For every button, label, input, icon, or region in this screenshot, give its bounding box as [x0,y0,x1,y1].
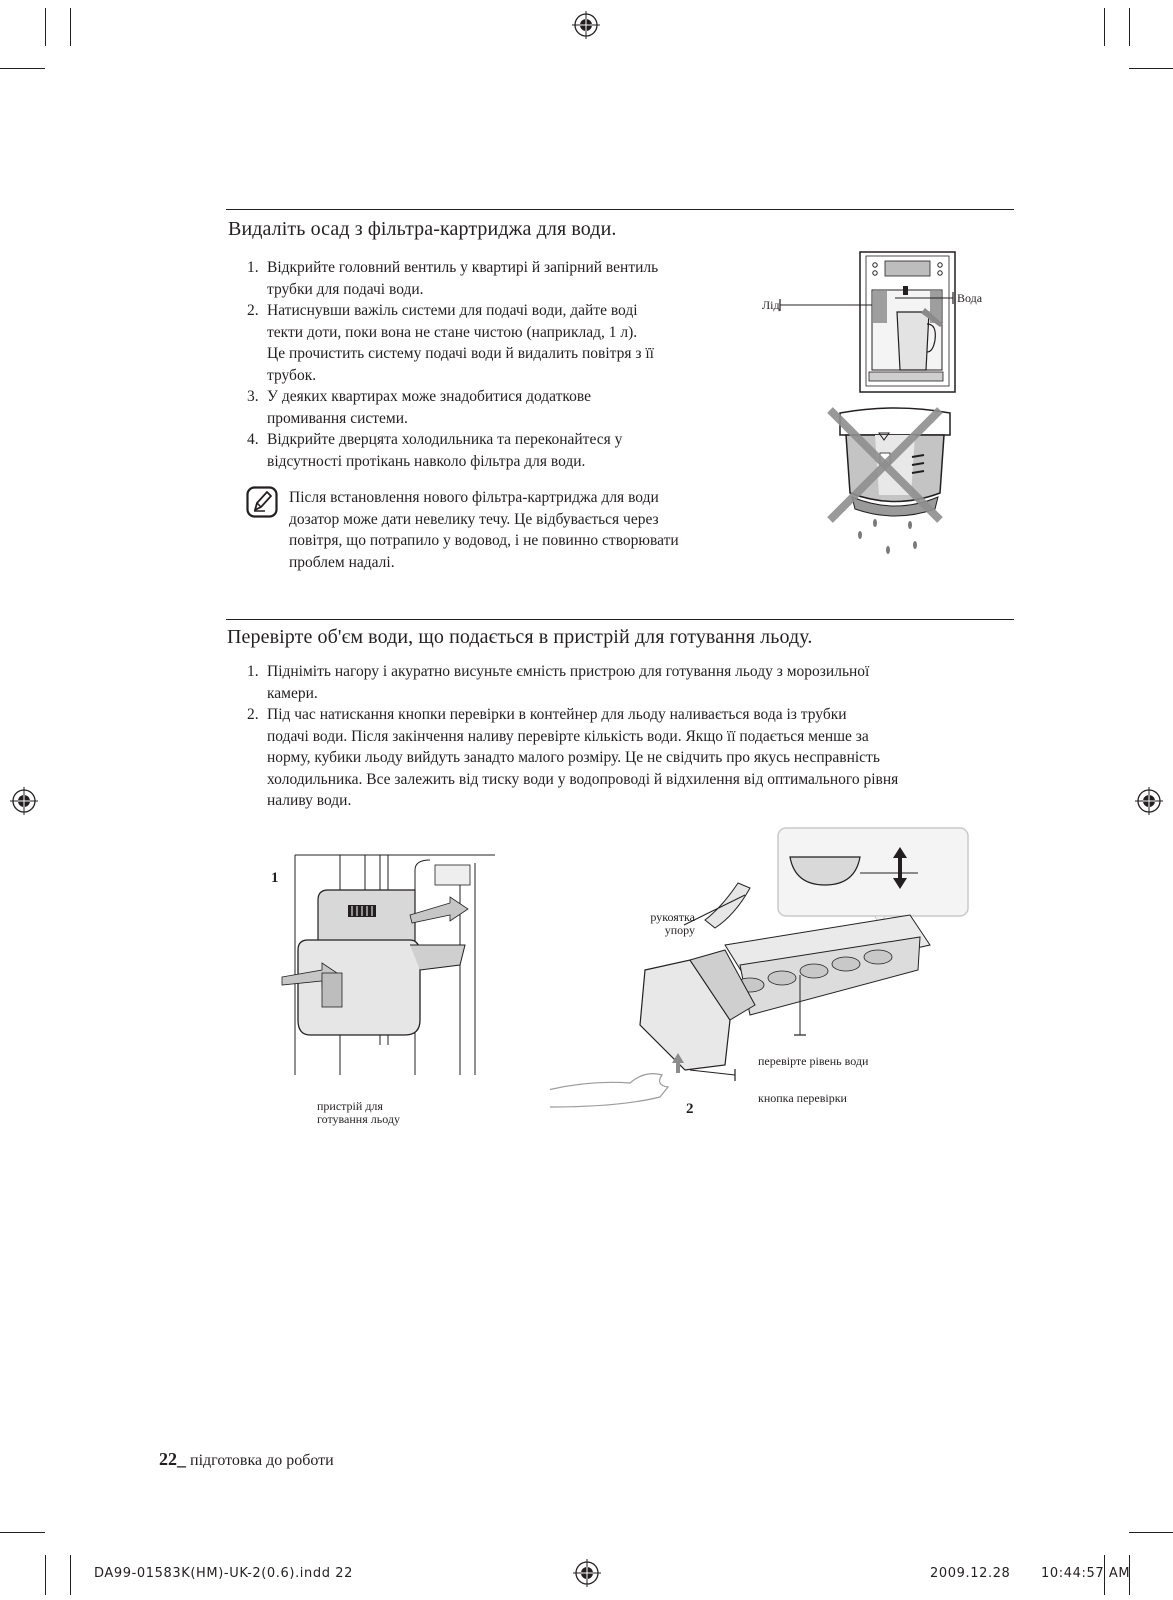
dispenser-illustration [775,250,1010,395]
list-item: 1. Відкрийте головний вентиль у квартирі й запірний вентиль трубки для подачі води. [247,259,659,298]
step-marker-2: 2 [686,1101,694,1117]
list-item: 3. У деяких квартирах може знадобитися додаткове промивання системи. [247,388,592,427]
section1-rule [226,209,1014,210]
registration-mark-left [9,786,39,816]
section2-rule [226,619,1014,620]
list-item: 2. Натиснувши важіль системи для подачі води, дайте воді текти доти, поки вона не стане чистою (наприклад, 1 л). Це прочистить систему подачі води й видалить повітря з її трубок. [247,302,654,384]
page-footer [159,1449,334,1470]
slug-time: 10:44:57 AM [1041,1566,1131,1581]
note-icon [246,486,278,518]
registration-mark-top [571,10,601,40]
list-item: 4. Відкрийте дверцята холодильника та переконайтеся у відсутності протікань навколо фільтра для води. [247,431,623,470]
slug-date: 2009.12.28 [930,1566,1011,1581]
section2-title: Перевірте об'єм води, що подається в пристрій для готування льоду. [227,626,813,648]
filter-leak-illustration [820,405,970,565]
registration-mark-bottom [572,1558,602,1588]
ice-maker-test-illustration [550,825,970,1115]
list-item: 2. Під час натискання кнопки перевірки в контейнер для льоду наливається вода із трубки подачі води. Після закінчення наливу перевірте кількість води. Якщо її подається менше за норму, кубики льоду вийдуть занадто малого розміру. Це не свідчить про якусь несправність холодильника. Все залежить від тиску води у водопроводі й відхилення від оптимального рівня наливу води. [247,706,899,809]
section1-title: Видаліть осад з фільтра-картриджа для води. [228,218,617,240]
ice-label: Лід [762,298,780,312]
ice-maker-label: пристрій для готування льоду [317,1099,400,1126]
check-water-label: перевірте рівень води [758,1054,869,1068]
footer-section-name: підготовка до роботи [186,1452,334,1469]
note-text: Після встановлення нового фільтра-картриджа для води дозатор може дати невелику течу. Це відбувається через повітря, що потрапило у водовод, і не повинно створювати проблем надалі. [289,489,679,571]
handle-label: рукоятка упору [650,910,695,937]
slug-file: DA99-01583K(HM)-UK-2(0.6).indd 22 [94,1566,354,1581]
registration-mark-right [1134,786,1164,816]
ice-maker-removal-illustration [270,845,540,1090]
list-item: 1. Підніміть нагору і акуратно висуньте ємність пристрою для готування льоду з морозильної камери. [247,663,870,702]
test-button-label: кнопка перевірки [758,1091,847,1105]
water-label: Вода [957,291,983,305]
page-number: 22_ [159,1449,186,1469]
section1-steps [247,257,747,472]
step-marker-1: 1 [271,870,279,886]
section2-steps [247,661,1007,812]
